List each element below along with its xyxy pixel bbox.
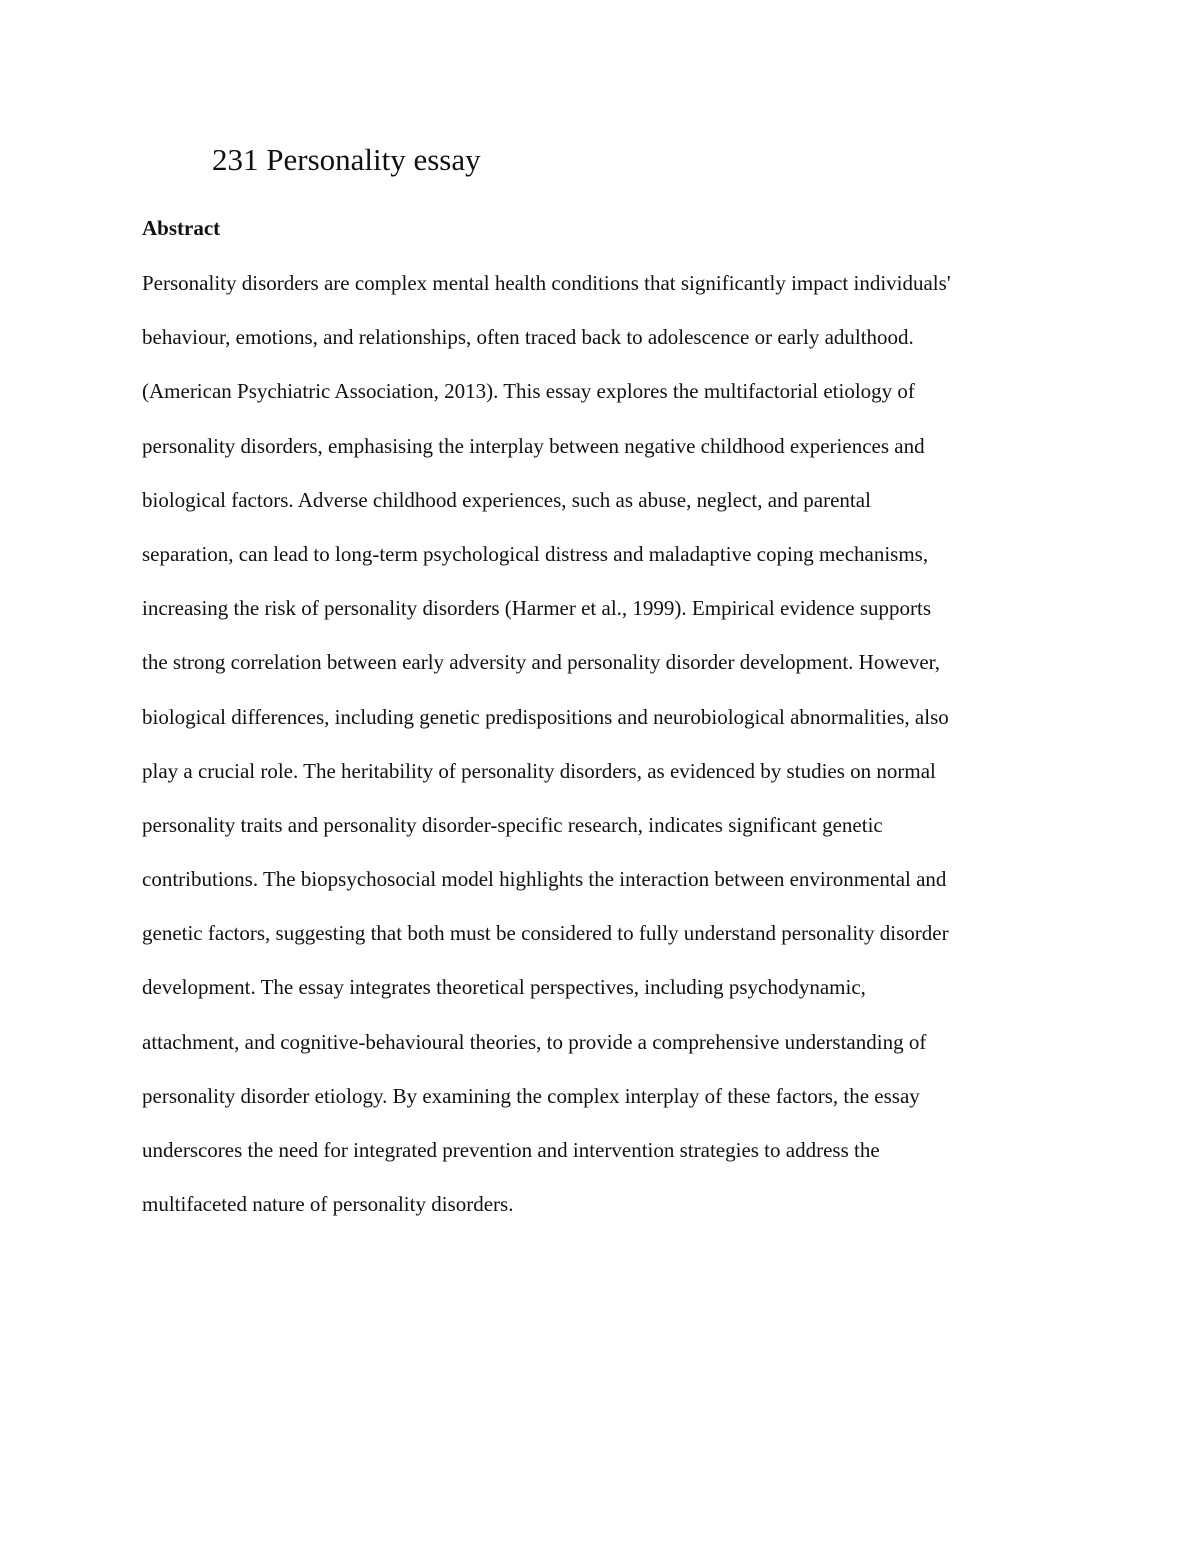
abstract-line: play a crucial role. The heritability of personality disorders, as evidenced by studies on normal (142, 758, 936, 783)
abstract-line: attachment, and cognitive-behavioural theories, to provide a comprehensive understanding of (142, 1029, 927, 1054)
abstract-line: behaviour, emotions, and relationships, often traced back to adolescence or early adulthood. (142, 325, 914, 350)
abstract-line: Personality disorders are complex mental health conditions that significantly impact individuals' (142, 271, 951, 295)
abstract-line: development. The essay integrates theoretical perspectives, including psychodynamic, (142, 975, 866, 1000)
abstract-line: increasing the risk of personality disorders (Harmer et al., 1999). Empirical evidence supports (142, 596, 932, 621)
abstract-heading: Abstract (142, 216, 221, 240)
abstract-line: personality disorders, emphasising the interplay between negative childhood experiences and (142, 433, 925, 458)
abstract-line: the strong correlation between early adversity and personality disorder development. However, (142, 650, 941, 675)
abstract-line: biological differences, including genetic predispositions and neurobiological abnormalities, also (142, 704, 949, 729)
abstract-line: biological factors. Adverse childhood experiences, such as abuse, neglect, and parental (142, 487, 871, 512)
abstract-line: personality traits and personality disorder-specific research, indicates significant genetic (142, 812, 883, 837)
document-title: 231 Personality essay (212, 142, 481, 177)
abstract-body (142, 264, 1072, 1239)
abstract-line: multifaceted nature of personality disorders. (142, 1192, 514, 1217)
abstract-line: personality disorder etiology. By examining the complex interplay of these factors, the essay (142, 1083, 920, 1108)
abstract-line: contributions. The biopsychosocial model highlights the interaction between environmental and (142, 867, 947, 892)
abstract-line: (American Psychiatric Association, 2013). This essay explores the multifactorial etiology of (142, 379, 915, 404)
abstract-line: underscores the need for integrated prevention and intervention strategies to address the (142, 1138, 880, 1162)
abstract-line: genetic factors, suggesting that both must be considered to fully understand personality disorder (142, 921, 949, 946)
abstract-line: separation, can lead to long-term psychological distress and maladaptive coping mechanisms, (142, 541, 929, 566)
